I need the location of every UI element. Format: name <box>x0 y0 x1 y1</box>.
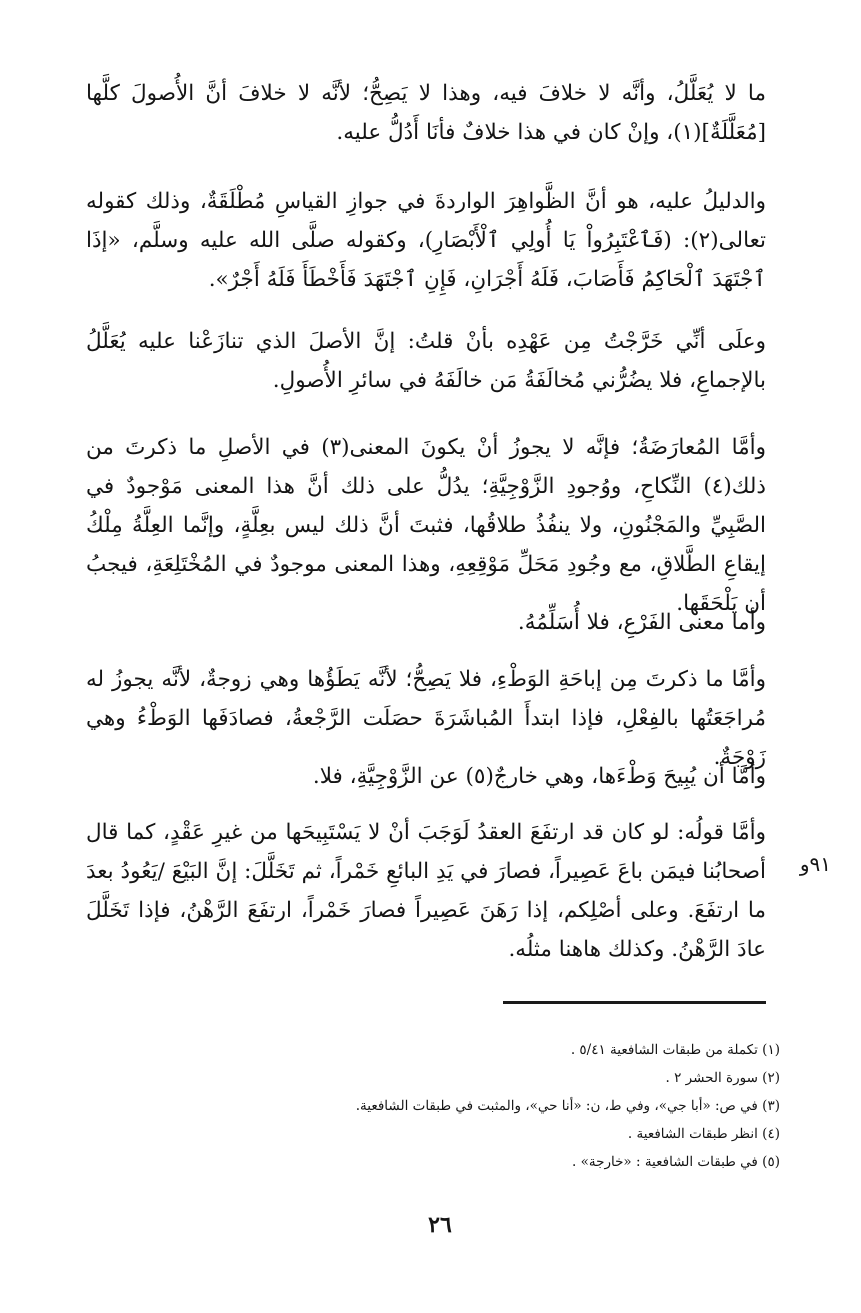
paragraph-text: وأمَّا المُعارَضَةُ؛ فإنَّه لا يجوزُ أنْ يكونَ المعنى(٣) في الأصلِ ما ذكرتَ من ذلك(٤) النِّكاحِ، ووُجودِ الزَّوْجِيَّةِ؛ يدُلُّ على ذلك أنَّ هذا المعنى مَوْجودٌ في الصَّبِيِّ والمَجْنُونِ، ولا ينفُذُ طلاقُها، فثبتَ أنَّ ذلك ليس بعِلَّةٍ، وإنَّما العِلَّةُ مِلْكُ إيقاعِ الطَّلاقِ، مع وجُودِ مَحَلِّ مَوْقِعِهِ، وهذا المعنى موجودٌ في المُخْتَلِعَةِ، فيجبُ أن يَلْحَقَها. <box>86 435 766 616</box>
main-paragraph-7 <box>86 757 766 796</box>
main-paragraph-4 <box>86 428 766 623</box>
paragraph-text: وأمَّا ما ذكرتَ مِن إباحَةِ الوَطْءِ، فلا يَصِحُّ؛ لأنَّه يَطَؤُها وهي زوجةٌ، لأنَّه يجوزُ له مُراجَعَتُها بالفِعْلِ، فإذا ابتدأَ المُباشَرَةَ حصَلَت الرَّجْعةُ، فصادَفَها الوَطْءُ وهي زَوْجَةٌ. <box>86 667 766 770</box>
paragraph-text: وأما معنى الفَرْعِ، فلا أُسَلِّمُهُ. <box>517 610 766 635</box>
paragraph-text: وأمَّا أن يُبِيحَ وَطْءَها، وهي خارجٌ(٥) عن الزَّوْجِيَّةِ، فلا. <box>312 764 766 789</box>
main-paragraph-2 <box>86 182 766 299</box>
footnote-5: (٥) في طبقات الشافعية : «خارجة» . <box>572 1154 780 1170</box>
footnote-3: (٣) في ص: «أبا جي»، وفي ط، ن: «أنا حي»، والمثبت في طبقات الشافعية. <box>355 1098 780 1114</box>
paragraph-text: وعلَى أنِّي خَرَّجْتُ مِن عَهْدِه بأنْ قلتُ: إنَّ الأصلَ الذي تنازَعْنا عليه يُعَلَّلُ بالإجماعِ، فلا يضُرُّني مُخالَفَةُ مَن خالَفَهُ في سائرِ الأُصولِ. <box>86 329 766 393</box>
footnote-4: (٤) انظر طبقات الشافعية . <box>627 1126 780 1142</box>
paragraph-text: وأمَّا قولُه: لو كان قد ارتفَعَ العقدُ لَوَجَبَ أنْ لا يَسْتَبِيحَها من غيرِ عَقْدٍ، كما قال أصحابُنا فيمَن باعَ عَصِيراً، فصارَ في يَدِ البائعِ خَمْراً، ثم تَخَلَّلَ: إنَّ البَيْعَ /يَعُودُ بعدَ ما ارتفَعَ. وعلى أصْلِكم، إذا رَهَنَ عَصِيراً فصارَ خَمْراً، ارتفَعَ الرَّهْنُ، فإذا تَخَلَّلَ عادَ الرَّهْنُ. وكذلك هاهنا مثلُه. <box>86 820 766 962</box>
main-paragraph-5 <box>86 603 766 642</box>
main-paragraph-1 <box>86 74 766 152</box>
main-paragraph-8 <box>86 813 766 969</box>
paragraph-text: والدليلُ عليه، هو أنَّ الظَّواهِرَ الواردةَ في جوازِ القياسِ مُطْلَقَةٌ، وذلك كقوله تعالى(٢): (فَٱعْتَبِرُواْ يَا أُولِي ٱلْأَبْصَارِ)، وكقوله صلَّى الله عليه وسلَّم، «إذَا ٱجْتَهَدَ ٱلْحَاكِمُ فَأَصَابَ، فَلَهُ أَجْرَانِ، فَإِنِ ٱجْتَهَدَ فَأَخْطَأَ فَلَهُ أَجْرٌ». <box>86 189 766 292</box>
footnotes <box>200 1036 780 1176</box>
footnote-1: (١) تكملة من طبقات الشافعية ٥/٤١ . <box>570 1042 780 1058</box>
footnote-2: (٢) سورة الحشر ٢ . <box>665 1070 780 1086</box>
paragraph-text: ما لا يُعَلَّلُ، وأنَّه لا خلافَ فيه، وهذا لا يَصِحُّ؛ لأنَّه لا خلافَ أنَّ الأُصولَ كلَّها [مُعَلَّلَةٌ](١)، وإنْ كان في هذا خلافٌ فأنَا أَدُلُّ عليه. <box>86 81 766 145</box>
page-number: ٢٦ <box>428 1212 452 1238</box>
footnote-separator <box>503 1001 766 1004</box>
main-paragraph-3 <box>86 322 766 400</box>
margin-folio-note: ٩١و <box>799 852 831 876</box>
